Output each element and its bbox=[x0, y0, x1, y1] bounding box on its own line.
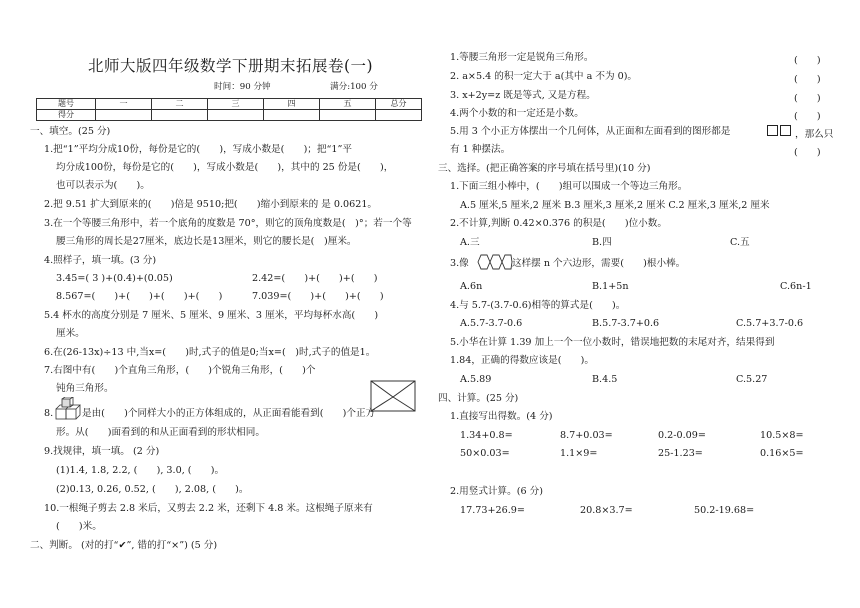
left-line: 3.45=( 3 )+(0.4)+(0.05) bbox=[56, 273, 173, 284]
score-table-header-row bbox=[37, 99, 422, 110]
score-input-cell[interactable] bbox=[152, 110, 208, 121]
right-line: A.5.7-3.7-0.6 bbox=[460, 318, 523, 329]
right-line: 三、选择。(把正确答案的序号填在括号里)(10 分) bbox=[438, 163, 651, 174]
right-line: A.6n bbox=[460, 281, 483, 292]
left-line: (1)1.4, 1.8, 2.2, ( ), 3.0, ( )。 bbox=[56, 465, 225, 476]
square-icon bbox=[780, 125, 791, 136]
right-line: B.四 bbox=[592, 237, 612, 248]
right-line: 25-1.23= bbox=[658, 448, 703, 459]
judge-answer-3[interactable]: ( ) bbox=[794, 93, 821, 104]
left-line: 钝角三角形。 bbox=[56, 383, 114, 394]
score-cell: 得分 bbox=[37, 110, 96, 121]
score-input-cell[interactable] bbox=[208, 110, 264, 121]
score-cell: 题号 bbox=[37, 99, 96, 110]
score-input-cell[interactable] bbox=[96, 110, 152, 121]
right-line: 5.小华在计算 1.39 加上一个一位小数时，错误地把数的末尾对齐，结果得到 bbox=[450, 337, 775, 348]
left-line: 腰三角形的周长是27厘米，底边长是13厘米，则它的腰长是( )厘米。 bbox=[56, 236, 357, 247]
score-cell: 五 bbox=[320, 99, 376, 110]
square-icon bbox=[767, 125, 778, 136]
right-line: 5.用 3 个小正方体摆出一个几何体，从正面和左面看到的图形都是 bbox=[450, 126, 731, 137]
right-line: 这样摆 n 个六边形，需要( )根小棒。 bbox=[512, 258, 686, 269]
right-line: 1.等腰三角形一定是锐角三角形。 bbox=[450, 52, 594, 63]
right-line: C.5.7+3.7-0.6 bbox=[736, 318, 804, 329]
left-line: 一、填空。(25 分) bbox=[30, 126, 111, 137]
left-line: 8.567=( )+( )+( )+( ) bbox=[56, 291, 223, 302]
question-8-number: 8. bbox=[44, 408, 54, 419]
score-input-cell[interactable] bbox=[320, 110, 376, 121]
right-line: 2.用竖式计算。(6 分) bbox=[450, 486, 543, 497]
score-input-cell[interactable] bbox=[264, 110, 320, 121]
right-line: 0.2-0.09= bbox=[658, 430, 706, 441]
left-line: 3.在一个等腰三角形中，若一个底角的度数是 70°，则它的顶角度数是( )°；若一个等 bbox=[44, 218, 412, 229]
score-table-score-row bbox=[37, 110, 422, 121]
right-line: B.4.5 bbox=[592, 374, 618, 385]
cube-stack-figure bbox=[54, 397, 82, 423]
right-line: 50.2-19.68= bbox=[694, 505, 755, 516]
right-line: 4.与 5.7-(3.7-0.6)相等的算式是( )。 bbox=[450, 300, 626, 311]
right-line: C.5.27 bbox=[736, 374, 768, 385]
left-line: 7.039=( )+( )+( ) bbox=[252, 291, 384, 302]
left-line: 9.找规律，填一填。 (2 分) bbox=[44, 446, 160, 457]
score-table bbox=[36, 98, 422, 121]
right-line: 0.16×5= bbox=[760, 448, 804, 459]
left-line: ( )米。 bbox=[56, 521, 102, 532]
right-line: A.5 厘米,5 厘米,2 厘米 B.3 厘米,3 厘米,2 厘米 C.2 厘米,3 厘米,2 厘米 bbox=[460, 200, 770, 211]
judge-answer-2[interactable]: ( ) bbox=[794, 74, 821, 85]
right-line: 10.5×8= bbox=[760, 430, 804, 441]
score-cell: 总分 bbox=[376, 99, 422, 110]
judge-answer-1[interactable]: ( ) bbox=[794, 55, 821, 66]
left-line: 也可以表示为( )。 bbox=[56, 180, 150, 191]
right-line: A.三 bbox=[460, 237, 480, 248]
left-line: (2)0.13, 0.26, 0.52, ( ), 2.08, ( )。 bbox=[56, 484, 249, 495]
right-line: 8.7+0.03= bbox=[560, 430, 613, 441]
right-line: 有 1 种摆法。 bbox=[450, 144, 511, 155]
left-line: 10.一根绳子剪去 2.8 米后，又剪去 2.2 米，还剩下 4.8 米。这根绳子原来有 bbox=[44, 503, 373, 514]
exam-full-score: 满分:100 分 bbox=[330, 82, 378, 92]
left-line: 二、判断。 (对的打“✔”, 错的打“×”) (5 分) bbox=[30, 540, 218, 551]
right-line: 20.8×3.7= bbox=[580, 505, 633, 516]
right-line: 1.1×9= bbox=[560, 448, 598, 459]
right-line: 1.34+0.8= bbox=[460, 430, 513, 441]
judge-q5-squares bbox=[766, 125, 792, 138]
score-cell: 三 bbox=[208, 99, 264, 110]
left-line: 是由( )个同样大小的正方体组成的，从正面看能看到( )个正方 bbox=[82, 408, 376, 419]
left-line: 2.42=( )+( )+( ) bbox=[252, 273, 378, 284]
left-line: 4.照样子，填一填。(3 分) bbox=[44, 255, 157, 266]
right-line: B.5.7-3.7+0.6 bbox=[592, 318, 660, 329]
right-line: C.6n-1 bbox=[780, 281, 812, 292]
right-line: 50×0.03= bbox=[460, 448, 510, 459]
score-input-cell[interactable] bbox=[376, 110, 422, 121]
score-cell: 一 bbox=[96, 99, 152, 110]
left-line: 1.把“1”平均分成10份，每份是它的( )，写成小数是( )；把“1”平 bbox=[44, 144, 353, 155]
page-title: 北师大版四年级数学下册期末拓展卷(一) bbox=[88, 57, 374, 75]
left-line: 5.4 杯水的高度分别是 7 厘米、5 厘米、9 厘米、3 厘米，平均每杯水高( ) bbox=[44, 310, 379, 321]
right-line: 1.84，正确的得数应该是( )。 bbox=[450, 355, 594, 366]
right-line: 2.不计算,判断 0.42×0.376 的积是( )位小数。 bbox=[450, 218, 667, 229]
right-line: 4.两个小数的和一定还是小数。 bbox=[450, 108, 584, 119]
judge-answer-4[interactable]: ( ) bbox=[794, 111, 821, 122]
right-line: A.5.89 bbox=[460, 374, 492, 385]
judge-q5-suffix: ，那么只 bbox=[795, 129, 834, 140]
right-line: 3.像 bbox=[450, 258, 469, 269]
right-line: B.1+5n bbox=[592, 281, 629, 292]
judge-answer-5[interactable]: ( ) bbox=[794, 147, 821, 158]
left-line: 6.在(26-13x)÷13 中,当x=( )时,式子的值是0;当x=( )时,式子的值是1。 bbox=[44, 347, 376, 358]
left-line: 厘米。 bbox=[56, 328, 85, 339]
triangle-envelope-figure bbox=[370, 380, 416, 412]
right-line: 1.下面三组小棒中，( )组可以围成一个等边三角形。 bbox=[450, 181, 688, 192]
right-line: 2. a×5.4 的积一定大于 a(其中 a 不为 0)。 bbox=[450, 71, 638, 82]
hexagon-chain-figure bbox=[477, 253, 513, 271]
right-line: 四、计算。(25 分) bbox=[438, 393, 519, 404]
right-line: 17.73+26.9= bbox=[460, 505, 525, 516]
score-cell: 二 bbox=[152, 99, 208, 110]
exam-time: 时间：90 分钟 bbox=[214, 82, 271, 92]
right-line: C.五 bbox=[730, 237, 750, 248]
score-cell: 四 bbox=[264, 99, 320, 110]
left-line: 形。从( )面看到的和从正面看到的形状相同。 bbox=[56, 427, 265, 438]
right-line: 3. x+2y=z 既是等式, 又是方程。 bbox=[450, 90, 596, 101]
right-line: 1.直接写出得数。(4 分) bbox=[450, 411, 553, 422]
left-line: 均分成100份，每份是它的( )，写成小数是( )，其中的 25 份是( )， bbox=[56, 162, 394, 173]
left-line: 7.右图中有( )个直角三角形，( )个锐角三角形，( )个 bbox=[44, 365, 316, 376]
left-line: 2.把 9.51 扩大到原来的( )倍是 9510;把( )缩小到原来的 是 0.0621。 bbox=[44, 199, 378, 210]
